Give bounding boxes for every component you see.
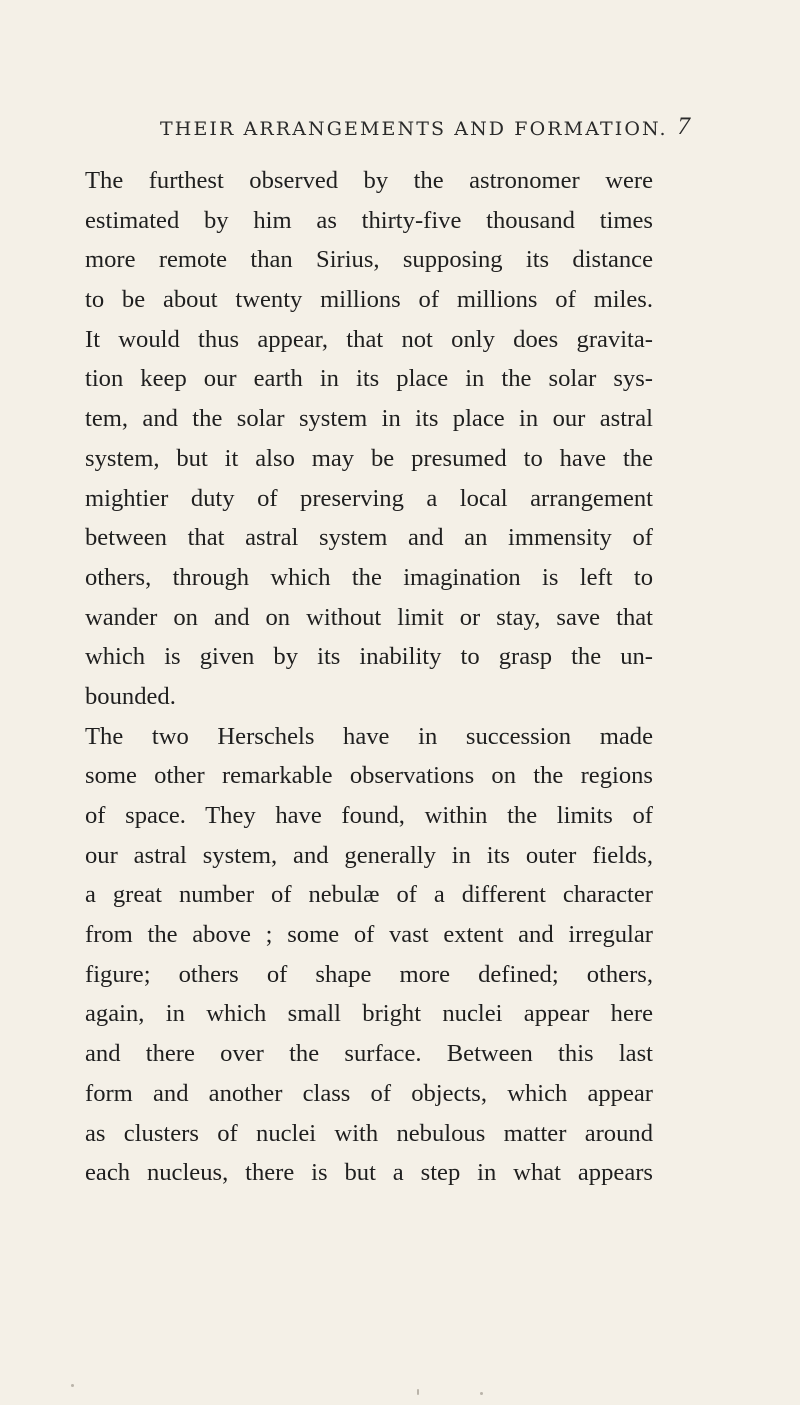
page-number: 7	[677, 113, 690, 140]
text-line: which is given by its inability to grasp the un-	[85, 643, 653, 671]
paper-speck	[71, 1384, 74, 1387]
text-line: again, in which small bright nuclei appear here	[85, 1000, 653, 1028]
text-line: figure; others of shape more defined; others,	[85, 960, 653, 988]
text-line: system, but it also may be presumed to have the	[85, 444, 653, 472]
text-line: of space. They have found, within the limits of	[85, 802, 653, 829]
running-head-title: THEIR ARRANGEMENTS AND FORMATION.	[160, 118, 668, 140]
text-line: our astral system, and generally in its outer fields,	[85, 841, 653, 869]
text-line: tion keep our earth in its place in the solar sys-	[85, 365, 653, 393]
text-line: form and another class of objects, which appear	[85, 1079, 653, 1107]
text-line: wander on and on without limit or stay, save that	[85, 603, 653, 631]
text-line: others, through which the imagination is left to	[85, 563, 653, 591]
text-line: as clusters of nuclei with nebulous matter around	[85, 1119, 653, 1147]
text-line: a great number of nebulæ of a different character	[85, 881, 653, 909]
text-line: to be about twenty millions of millions of miles.	[85, 286, 653, 314]
text-line: mightier duty of preserving a local arrangement	[85, 484, 653, 512]
text-line: The furthest observed by the astronomer were	[85, 167, 653, 194]
text-line: more remote than Sirius, supposing its distance	[85, 246, 653, 274]
text-line: between that astral system and an immensity of	[85, 524, 653, 552]
paper-speck	[417, 1389, 419, 1395]
text-line: bounded.	[85, 682, 176, 710]
body-text	[85, 161, 653, 1193]
paragraph-first-line: The two Herschels have in succession made	[85, 722, 653, 750]
running-head	[160, 113, 690, 144]
text-line: from the above ; some of vast extent and irregular	[85, 921, 653, 949]
text-line: some other remarkable observations on the regions	[85, 762, 653, 790]
text-line: tem, and the solar system in its place in our astral	[85, 405, 653, 433]
text-line: estimated by him as thirty-five thousand times	[85, 206, 653, 234]
paper-speck	[480, 1392, 483, 1395]
text-line: each nucleus, there is but a step in what appears	[85, 1159, 653, 1187]
text-line: and there over the surface. Between this last	[85, 1040, 653, 1068]
text-line: It would thus appear, that not only does gravita-	[85, 325, 653, 353]
